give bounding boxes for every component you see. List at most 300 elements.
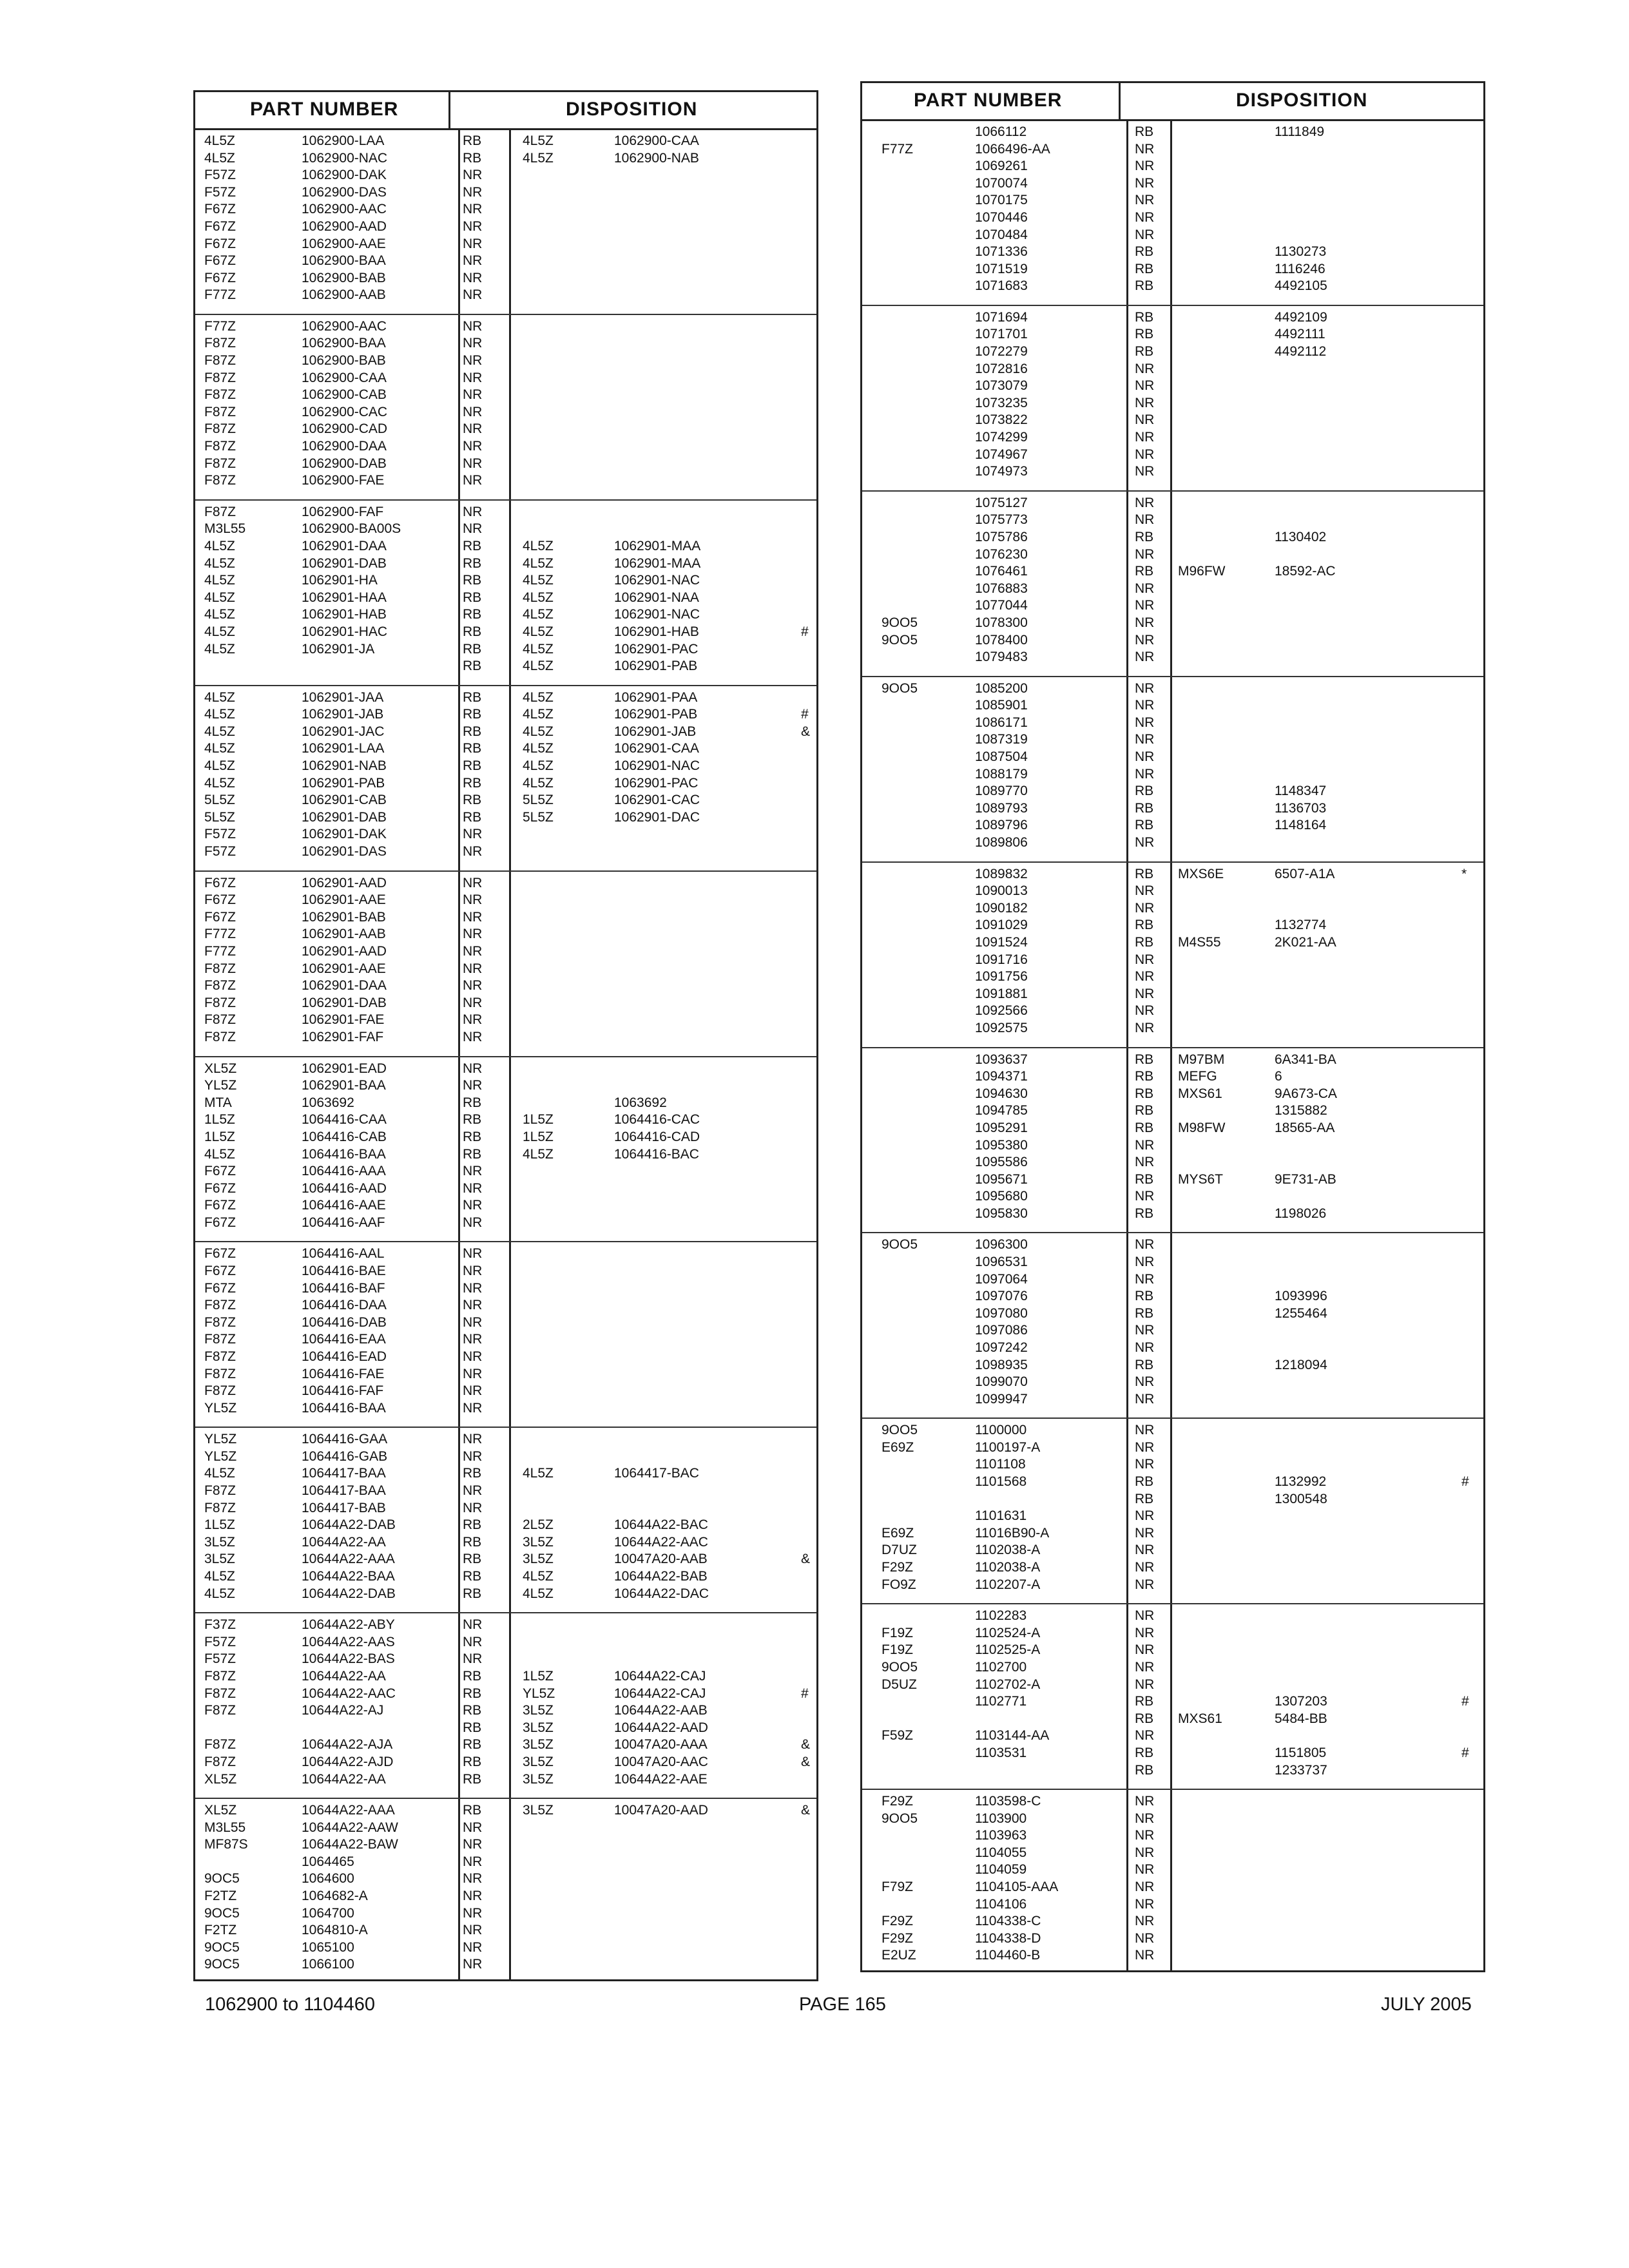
model-prefix: 9OO5 bbox=[882, 1237, 918, 1253]
replacement-part: 1062901-NAC bbox=[614, 607, 700, 622]
table-row bbox=[862, 530, 1483, 544]
row-group bbox=[195, 1612, 816, 1798]
part-number: 10644A22-AA bbox=[302, 1668, 386, 1684]
part-number: 1071701 bbox=[975, 327, 1028, 342]
replacement-part: 10047A20-AAA bbox=[614, 1737, 708, 1753]
part-number: 1103531 bbox=[975, 1745, 1027, 1760]
replacement-part: 1062901-NAA bbox=[614, 590, 699, 605]
replacement-prefix: YL5Z bbox=[523, 1686, 555, 1701]
disposition-code: NR bbox=[463, 943, 483, 959]
model-prefix: F37Z bbox=[204, 1617, 236, 1633]
part-number: 1064600 bbox=[302, 1871, 354, 1887]
part-number: 1102771 bbox=[975, 1694, 1027, 1709]
model-prefix: F67Z bbox=[204, 219, 236, 234]
disposition-code: NR bbox=[1135, 1794, 1155, 1809]
disposition-code: NR bbox=[1135, 1189, 1155, 1204]
replacement-part: 1148347 bbox=[1275, 783, 1327, 799]
disposition-code: NR bbox=[463, 1837, 483, 1852]
table-row bbox=[862, 1711, 1483, 1726]
disposition-code: NR bbox=[463, 995, 483, 1010]
table-row bbox=[195, 776, 816, 791]
table-row bbox=[862, 1052, 1483, 1067]
table-row bbox=[195, 1686, 816, 1701]
disposition-code: NR bbox=[1135, 952, 1155, 967]
part-number: 1101568 bbox=[975, 1474, 1027, 1490]
table-row bbox=[195, 1552, 816, 1566]
part-number: 10644A22-AA bbox=[302, 1771, 386, 1787]
replacement-part: 1132774 bbox=[1275, 918, 1327, 933]
model-prefix: F29Z bbox=[882, 1914, 914, 1929]
model-prefix: F87Z bbox=[204, 1366, 236, 1381]
table-row bbox=[862, 227, 1483, 242]
part-number: 10644A22-AAW bbox=[302, 1820, 398, 1835]
replacement-part: 1300548 bbox=[1275, 1491, 1327, 1506]
table-row bbox=[195, 1095, 816, 1110]
table-row bbox=[862, 783, 1483, 798]
table-row bbox=[195, 1635, 816, 1649]
part-number: 1064416-AAL bbox=[302, 1246, 385, 1262]
replacement-prefix: 5L5Z bbox=[523, 793, 554, 808]
note-mark: # bbox=[1461, 1745, 1469, 1760]
table-row bbox=[195, 1061, 816, 1076]
part-number: 1064416-EAA bbox=[302, 1332, 386, 1347]
replacement-part: 2K021-AA bbox=[1275, 934, 1336, 950]
model-prefix: F67Z bbox=[204, 202, 236, 217]
part-number: 1071336 bbox=[975, 244, 1028, 260]
table-row bbox=[862, 1374, 1483, 1389]
model-prefix: F2TZ bbox=[204, 1888, 237, 1904]
table-row bbox=[862, 986, 1483, 1001]
table-row bbox=[862, 396, 1483, 410]
model-prefix: 9OC5 bbox=[204, 1905, 240, 1921]
part-number: 1064416-FAE bbox=[302, 1366, 385, 1381]
table-row bbox=[862, 918, 1483, 932]
part-number: 1074299 bbox=[975, 430, 1028, 445]
replacement-part: 18592-AC bbox=[1275, 564, 1336, 579]
note-mark: # bbox=[1461, 1694, 1469, 1709]
row-group bbox=[862, 490, 1483, 676]
part-number: 1062900-CAB bbox=[302, 387, 387, 403]
disposition-code: NR bbox=[463, 827, 483, 842]
disposition-code: NR bbox=[463, 1854, 483, 1869]
disposition-code: NR bbox=[1135, 1659, 1155, 1675]
part-number: 1065100 bbox=[302, 1939, 354, 1955]
model-prefix: 4L5Z bbox=[204, 641, 235, 657]
part-number: 10644A22-AAC bbox=[302, 1686, 396, 1701]
disposition-code: NR bbox=[1135, 1914, 1155, 1929]
table-row bbox=[862, 1828, 1483, 1843]
replacement-part: 1307203 bbox=[1275, 1694, 1327, 1709]
part-number: 1072816 bbox=[975, 361, 1028, 376]
disposition-code: RB bbox=[1135, 564, 1154, 579]
table-row bbox=[862, 1323, 1483, 1338]
table-row bbox=[862, 1138, 1483, 1153]
part-number: 1062901-DAK bbox=[302, 827, 387, 842]
disposition-code: NR bbox=[1135, 715, 1155, 730]
disposition-code: RB bbox=[463, 1703, 482, 1718]
table-row bbox=[862, 1626, 1483, 1640]
part-number: 10644A22-AJ bbox=[302, 1703, 384, 1718]
replacement-part: 6 bbox=[1275, 1069, 1282, 1084]
replacement-part: 1064417-BAC bbox=[614, 1466, 699, 1481]
table-row bbox=[862, 1948, 1483, 1963]
replacement-part: 10047A20-AAB bbox=[614, 1552, 708, 1567]
model-prefix: F57Z bbox=[204, 1634, 236, 1649]
disposition-code: RB bbox=[463, 793, 482, 808]
disposition-code: RB bbox=[463, 573, 482, 588]
part-number: 10644A22-ABY bbox=[302, 1617, 395, 1633]
model-prefix: F87Z bbox=[204, 421, 236, 437]
disposition-code: RB bbox=[1135, 278, 1154, 294]
group-divider bbox=[862, 1603, 1483, 1604]
part-number: 1099070 bbox=[975, 1374, 1028, 1390]
part-number: 1062901-FAE bbox=[302, 1012, 385, 1028]
table-row bbox=[195, 1198, 816, 1213]
table-row bbox=[195, 1703, 816, 1718]
part-number: 1104338-D bbox=[975, 1930, 1041, 1946]
disposition-code: NR bbox=[463, 421, 483, 437]
table-row bbox=[195, 1264, 816, 1278]
replacement-part: 4492111 bbox=[1275, 327, 1325, 342]
disposition-code: NR bbox=[1135, 1828, 1155, 1843]
part-number: 1062901-NAB bbox=[302, 758, 387, 774]
replacement-part: 1062901-MAA bbox=[614, 555, 701, 571]
table-row bbox=[862, 1660, 1483, 1675]
disposition-code: NR bbox=[463, 1432, 483, 1447]
disposition-code: NR bbox=[463, 1246, 483, 1262]
disposition-code: RB bbox=[463, 1466, 482, 1481]
replacement-prefix: 4L5Z bbox=[523, 724, 554, 739]
disposition-code: NR bbox=[1135, 546, 1155, 562]
table-row bbox=[862, 715, 1483, 730]
table-body bbox=[195, 128, 816, 1979]
replacement-prefix: 4L5Z bbox=[523, 641, 554, 657]
part-number: 1086171 bbox=[975, 715, 1028, 730]
part-number: 1077044 bbox=[975, 598, 1028, 613]
part-number-header: PART NUMBER bbox=[250, 99, 399, 120]
table-row bbox=[195, 707, 816, 722]
disposition-code: NR bbox=[463, 1078, 483, 1093]
disposition-code: NR bbox=[463, 253, 483, 269]
disposition-code: RB bbox=[463, 1569, 482, 1584]
part-number: 1085901 bbox=[975, 698, 1028, 713]
disposition-code: RB bbox=[463, 607, 482, 622]
part-number: 1104338-C bbox=[975, 1914, 1041, 1929]
part-number: 1063692 bbox=[302, 1095, 354, 1110]
table-row bbox=[195, 1754, 816, 1769]
table-row bbox=[862, 310, 1483, 325]
replacement-part: 1062901-NAC bbox=[614, 573, 700, 588]
model-prefix: F87Z bbox=[204, 1012, 236, 1028]
disposition-code: NR bbox=[463, 1820, 483, 1835]
model-prefix: F87Z bbox=[204, 961, 236, 976]
replacement-part: 1062901-NAC bbox=[614, 758, 700, 774]
replacement-prefix: 3L5Z bbox=[523, 1703, 554, 1718]
replacement-prefix: 4L5Z bbox=[523, 150, 554, 166]
model-prefix: YL5Z bbox=[204, 1400, 237, 1416]
part-number: 1062901-HAB bbox=[302, 607, 387, 622]
table-row bbox=[195, 944, 816, 959]
part-number: 1062900-CAD bbox=[302, 421, 388, 437]
table-row bbox=[862, 901, 1483, 916]
part-number: 1064416-AAE bbox=[302, 1198, 386, 1213]
part-number: 1094785 bbox=[975, 1103, 1028, 1119]
table-row bbox=[862, 547, 1483, 562]
part-number: 1103144-AA bbox=[975, 1728, 1050, 1744]
part-number: 1066100 bbox=[302, 1957, 354, 1972]
table-row bbox=[195, 1332, 816, 1347]
model-prefix: F67Z bbox=[204, 1215, 236, 1230]
part-number: 1062900-AAC bbox=[302, 318, 387, 334]
replacement-part: 5484-BB bbox=[1275, 1711, 1327, 1726]
disposition-code: NR bbox=[1135, 1423, 1155, 1438]
replacement-prefix: 4L5Z bbox=[523, 775, 554, 791]
model-prefix: F67Z bbox=[204, 253, 236, 269]
model-prefix: F2TZ bbox=[204, 1923, 237, 1938]
part-number: 1064700 bbox=[302, 1905, 354, 1921]
table-row bbox=[195, 271, 816, 285]
table-row bbox=[195, 1569, 816, 1584]
part-number: 1062901-JAC bbox=[302, 724, 385, 739]
disposition-code: NR bbox=[1135, 883, 1155, 899]
replacement-part: 1116246 bbox=[1275, 261, 1325, 276]
part-number: 1073235 bbox=[975, 395, 1028, 410]
model-prefix: 4L5Z bbox=[204, 724, 235, 739]
disposition-code: RB bbox=[463, 775, 482, 791]
disposition-code: RB bbox=[463, 150, 482, 166]
group-divider bbox=[195, 1241, 816, 1242]
disposition-code: NR bbox=[1135, 1237, 1155, 1253]
table-row bbox=[862, 1745, 1483, 1760]
disposition-code: NR bbox=[1135, 210, 1155, 225]
disposition-code: RB bbox=[463, 1146, 482, 1162]
disposition-code: NR bbox=[1135, 1811, 1155, 1826]
replacement-part: 10644A22-BAB bbox=[614, 1569, 708, 1584]
part-number: 1088179 bbox=[975, 766, 1028, 782]
table-row bbox=[195, 590, 816, 605]
disposition-code: NR bbox=[1135, 412, 1155, 428]
table-row bbox=[862, 1577, 1483, 1592]
model-prefix: XL5Z bbox=[204, 1771, 237, 1787]
model-prefix: F87Z bbox=[204, 1349, 236, 1364]
table-row bbox=[195, 1651, 816, 1666]
group-divider bbox=[195, 1056, 816, 1057]
table-row bbox=[862, 1237, 1483, 1252]
model-prefix: F87Z bbox=[204, 1383, 236, 1399]
table-row bbox=[862, 1492, 1483, 1506]
table-row bbox=[195, 387, 816, 402]
disposition-code: RB bbox=[463, 809, 482, 825]
table-row bbox=[195, 1315, 816, 1330]
table-row bbox=[862, 430, 1483, 445]
table-row bbox=[862, 193, 1483, 207]
model-prefix: 4L5Z bbox=[204, 607, 235, 622]
note-mark: # bbox=[801, 624, 809, 639]
model-prefix: E2UZ bbox=[882, 1948, 916, 1963]
replacement-part: 1062901-JAB bbox=[614, 724, 697, 739]
table-row bbox=[862, 1423, 1483, 1437]
disposition-code: RB bbox=[1135, 1120, 1154, 1135]
table-row bbox=[862, 1526, 1483, 1541]
model-prefix: F87Z bbox=[204, 404, 236, 419]
disposition-code: NR bbox=[1135, 1323, 1155, 1338]
model-prefix: F87Z bbox=[204, 473, 236, 488]
part-number: 1092575 bbox=[975, 1020, 1028, 1035]
disposition-code: RB bbox=[1135, 1069, 1154, 1084]
replacement-prefix: M96FW bbox=[1178, 564, 1226, 579]
table-row bbox=[195, 1112, 816, 1127]
group-divider bbox=[862, 676, 1483, 677]
part-number: 1079483 bbox=[975, 649, 1028, 665]
part-number: 1095830 bbox=[975, 1206, 1028, 1221]
part-number: 10644A22-AJD bbox=[302, 1754, 394, 1769]
disposition-code: RB bbox=[1135, 1694, 1154, 1709]
replacement-part: 10644A22-DAC bbox=[614, 1586, 709, 1601]
disposition-code: NR bbox=[463, 844, 483, 860]
replacement-part: 6A341-BA bbox=[1275, 1052, 1336, 1067]
table-row bbox=[195, 1820, 816, 1835]
part-number: 1102038-A bbox=[975, 1560, 1041, 1575]
table-row bbox=[195, 1535, 816, 1550]
disposition-code: RB bbox=[463, 555, 482, 571]
disposition-code: NR bbox=[463, 504, 483, 519]
part-number: 1101631 bbox=[975, 1508, 1027, 1524]
table-row bbox=[195, 758, 816, 773]
part-number: 1062900-FAE bbox=[302, 473, 385, 488]
model-prefix: F77Z bbox=[204, 943, 236, 959]
disposition-code: NR bbox=[463, 892, 483, 908]
disposition-code: NR bbox=[463, 370, 483, 385]
part-number: 1102700 bbox=[975, 1659, 1027, 1675]
model-prefix: 4L5Z bbox=[204, 775, 235, 791]
table-row bbox=[195, 827, 816, 841]
table-row bbox=[195, 287, 816, 302]
part-number: 1103963 bbox=[975, 1828, 1027, 1843]
disposition-code: RB bbox=[463, 1668, 482, 1684]
disposition-code: RB bbox=[1135, 783, 1154, 799]
model-prefix: 4L5Z bbox=[204, 689, 235, 705]
part-number: 1062901-PAB bbox=[302, 775, 385, 791]
replacement-prefix: 3L5Z bbox=[523, 1803, 554, 1818]
disposition-code: NR bbox=[1135, 159, 1155, 174]
model-prefix: 9OO5 bbox=[882, 632, 918, 648]
disposition-code: NR bbox=[1135, 1020, 1155, 1035]
model-prefix: YL5Z bbox=[204, 1432, 237, 1447]
part-number: 1064416-AAA bbox=[302, 1164, 386, 1179]
model-prefix: 9OO5 bbox=[882, 1423, 918, 1438]
table-row bbox=[862, 1206, 1483, 1221]
model-prefix: 5L5Z bbox=[204, 793, 235, 808]
disposition-code: NR bbox=[1135, 1845, 1155, 1860]
replacement-part: 1233737 bbox=[1275, 1762, 1327, 1778]
disposition-code: NR bbox=[463, 1483, 483, 1499]
disposition-code: NR bbox=[1135, 615, 1155, 630]
model-prefix: F67Z bbox=[204, 892, 236, 908]
replacement-part: 1062901-PAA bbox=[614, 689, 698, 705]
footer-range: 1062900 to 1104460 bbox=[205, 1994, 375, 2015]
table-row bbox=[195, 168, 816, 182]
disposition-code: NR bbox=[463, 1651, 483, 1667]
disposition-code: NR bbox=[463, 1029, 483, 1044]
table-row bbox=[195, 910, 816, 925]
table-row bbox=[195, 810, 816, 825]
part-number: 1089770 bbox=[975, 783, 1028, 799]
replacement-part: 1218094 bbox=[1275, 1357, 1327, 1372]
part-number: 1064416-DAB bbox=[302, 1314, 387, 1330]
part-number: 1075786 bbox=[975, 529, 1028, 544]
group-divider bbox=[195, 314, 816, 315]
table-row bbox=[862, 1021, 1483, 1035]
row-group bbox=[862, 119, 1483, 305]
model-prefix: F67Z bbox=[204, 875, 236, 890]
disposition-code: RB bbox=[1135, 1474, 1154, 1490]
disposition-code: NR bbox=[1135, 835, 1155, 850]
part-number: 1096531 bbox=[975, 1254, 1028, 1269]
table-row bbox=[862, 1608, 1483, 1623]
model-prefix: 4L5Z bbox=[204, 590, 235, 605]
model-prefix: 1L5Z bbox=[204, 1129, 235, 1144]
group-divider bbox=[195, 1798, 816, 1799]
disposition-code: RB bbox=[463, 658, 482, 674]
model-prefix: F67Z bbox=[204, 1280, 236, 1296]
table-row bbox=[862, 378, 1483, 393]
disposition-code: RB bbox=[463, 1771, 482, 1787]
disposition-code: RB bbox=[463, 1534, 482, 1550]
part-number: 1070175 bbox=[975, 193, 1028, 208]
table-row bbox=[862, 244, 1483, 259]
table-row bbox=[195, 1517, 816, 1532]
part-number: 1095291 bbox=[975, 1120, 1028, 1135]
disposition-code: RB bbox=[1135, 327, 1154, 342]
disposition-code: NR bbox=[1135, 1542, 1155, 1558]
replacement-part: 1130273 bbox=[1275, 244, 1327, 260]
part-number: 1062900-BA00S bbox=[302, 521, 401, 537]
row-group bbox=[862, 1232, 1483, 1418]
model-prefix: E69Z bbox=[882, 1525, 914, 1541]
part-number: 1093637 bbox=[975, 1052, 1028, 1067]
model-prefix: 4L5Z bbox=[204, 1569, 235, 1584]
table-row bbox=[195, 844, 816, 859]
part-number: 1062900-CAA bbox=[302, 370, 387, 385]
model-prefix: F57Z bbox=[204, 168, 236, 183]
part-number: 1064465 bbox=[302, 1854, 354, 1869]
replacement-prefix: 4L5Z bbox=[523, 607, 554, 622]
table-row bbox=[195, 1349, 816, 1364]
part-number: 1062900-AAD bbox=[302, 219, 387, 234]
model-prefix: F19Z bbox=[882, 1642, 914, 1658]
part-number: 1078300 bbox=[975, 615, 1028, 630]
part-number: 1062901-JAA bbox=[302, 689, 384, 705]
disposition-code: RB bbox=[463, 1552, 482, 1567]
table-row bbox=[862, 262, 1483, 276]
part-number: 1066496-AA bbox=[975, 141, 1050, 157]
disposition-code: RB bbox=[463, 538, 482, 553]
disposition-code: RB bbox=[463, 689, 482, 705]
disposition-code: RB bbox=[463, 1129, 482, 1144]
disposition-code: RB bbox=[463, 758, 482, 774]
disposition-code: RB bbox=[1135, 1103, 1154, 1119]
disposition-code: NR bbox=[463, 184, 483, 200]
disposition-code: NR bbox=[463, 875, 483, 890]
model-prefix: F87Z bbox=[204, 1737, 236, 1753]
row-group bbox=[862, 305, 1483, 490]
part-number: 1064682-A bbox=[302, 1888, 368, 1904]
table-row bbox=[195, 1871, 816, 1886]
disposition-code: NR bbox=[1135, 1728, 1155, 1744]
disposition-code: NR bbox=[1135, 430, 1155, 445]
table-row bbox=[862, 495, 1483, 510]
table-row bbox=[862, 412, 1483, 427]
